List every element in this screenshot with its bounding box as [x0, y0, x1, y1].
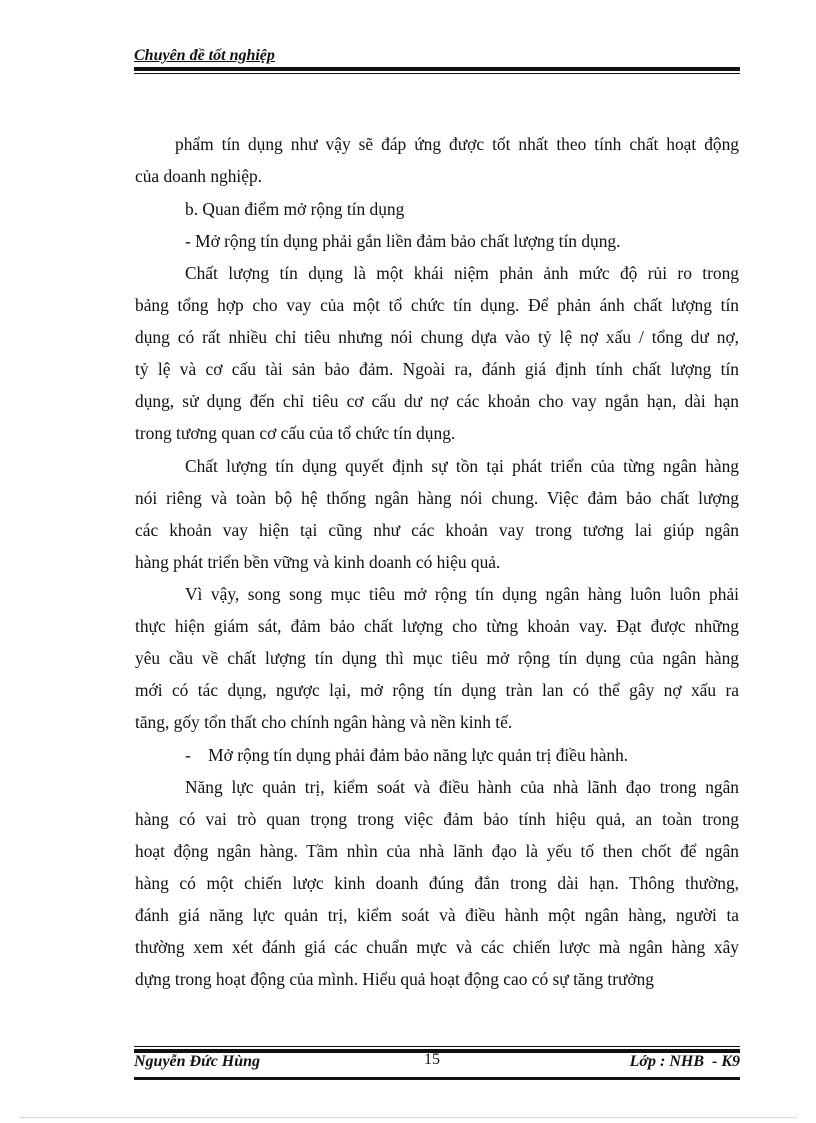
text-line: thực hiện giám sát, đảm bảo chất lượng cho từng khoản vay. Đạt được những — [135, 616, 739, 636]
text-line: dụng, sử dụng đến chỉ tiêu cơ cấu dư nợ các khoản cho vay ngắn hạn, dài hạn — [135, 391, 739, 411]
text-line: hàng phát triển bền vững và kinh doanh có hiệu quả. — [135, 552, 501, 572]
bullet-line: - Mở rộng tín dụng phải đảm bảo năng lực quản trị điều hành. — [185, 745, 629, 765]
page-number: 15 — [424, 1051, 440, 1068]
text-line: yêu cầu về chất lượng tín dụng thì mục tiêu mở rộng tín dụng của ngân hàng — [135, 648, 739, 668]
text-line: Năng lực quản trị, kiểm soát và điều hành của nhà lãnh đạo trong ngân — [185, 777, 739, 797]
text-line: tăng, gốy tổn thất cho chính ngân hàng và nền kinh tế. — [135, 712, 513, 732]
text-line: tỷ lệ và cơ cấu tài sản bảo đảm. Ngoài ra, đánh giá định tính chất lượng tín — [135, 359, 739, 379]
text-line: của doanh nghiệp. — [135, 166, 263, 186]
text-line: mới có tác dụng, ngược lại, mở rộng tín dụng tràn lan có thể gây nợ xấu ra — [135, 680, 739, 700]
text-line: Vì vậy, song song mục tiêu mở rộng tín dụng ngân hàng luôn luôn phải — [185, 584, 739, 604]
class-label: Lớp : NHB - K9 — [629, 1053, 740, 1070]
text-line: Chất lượng tín dụng là một khái niệm phản ảnh mức độ rủi ro trong — [185, 263, 739, 283]
text-line: hoạt động ngân hàng. Tầm nhìn của nhà lãnh đạo là yếu tố then chốt để ngân — [135, 841, 739, 861]
text-line: nói riêng và toàn bộ hệ thống ngân hàng nói chung. Việc đảm bảo chất lượng — [135, 488, 739, 508]
bullet-line: - Mở rộng tín dụng phải gắn liền đảm bảo chất lượng tín dụng. — [185, 231, 621, 251]
text-line: trong tương quan cơ cấu của tổ chức tín dụng. — [135, 423, 456, 443]
text-line: dụng có rất nhiều chỉ tiêu nhưng nói chung dựa vào tỷ lệ nợ xấu / tổng dư nợ, — [135, 327, 739, 347]
text-line: hàng có một chiến lược kinh doanh đúng đắn trong dài hạn. Thông thường, — [135, 873, 739, 893]
page-edge-divider — [20, 1117, 796, 1118]
header-rule-thin — [134, 73, 740, 74]
text-line: các khoản vay hiện tại cũng như các khoản vay trong tương lai giúp ngân — [135, 520, 739, 540]
text-line: thường xem xét đánh giá các chuẩn mực và các chiến lược mà ngân hàng xây — [135, 937, 739, 957]
text-line: bảng tổng hợp cho vay của một tổ chức tín dụng. Để phản ánh chất lượng tín — [135, 295, 739, 315]
footer-bottom-rule — [134, 1077, 740, 1080]
text-line: hàng có vai trò quan trọng trong việc đảm bảo tính hiệu quả, an toàn trong — [135, 809, 739, 829]
author-name: Nguyễn Đức Hùng — [134, 1053, 261, 1070]
document-title: Chuyên đề tốt nghiệp — [134, 47, 275, 64]
page-footer — [134, 1046, 740, 1086]
text-line: dựng trong hoạt động của mình. Hiểu quả hoạt động cao có sự tăng trưởng — [135, 969, 654, 989]
page-header — [134, 47, 740, 65]
header-rule-thick — [134, 67, 740, 71]
footer-rule-thin — [134, 1046, 740, 1047]
section-heading: b. Quan điểm mở rộng tín dụng — [185, 199, 405, 219]
text-line: đánh giá năng lực quản trị, kiểm soát và điều hành một ngân hàng, người ta — [135, 905, 739, 925]
text-line: phẩm tín dụng như vậy sẽ đáp ứng được tốt nhất theo tính chất hoạt động — [175, 134, 739, 154]
text-line: Chất lượng tín dụng quyết định sự tồn tại phát triển của từng ngân hàng — [185, 456, 739, 476]
